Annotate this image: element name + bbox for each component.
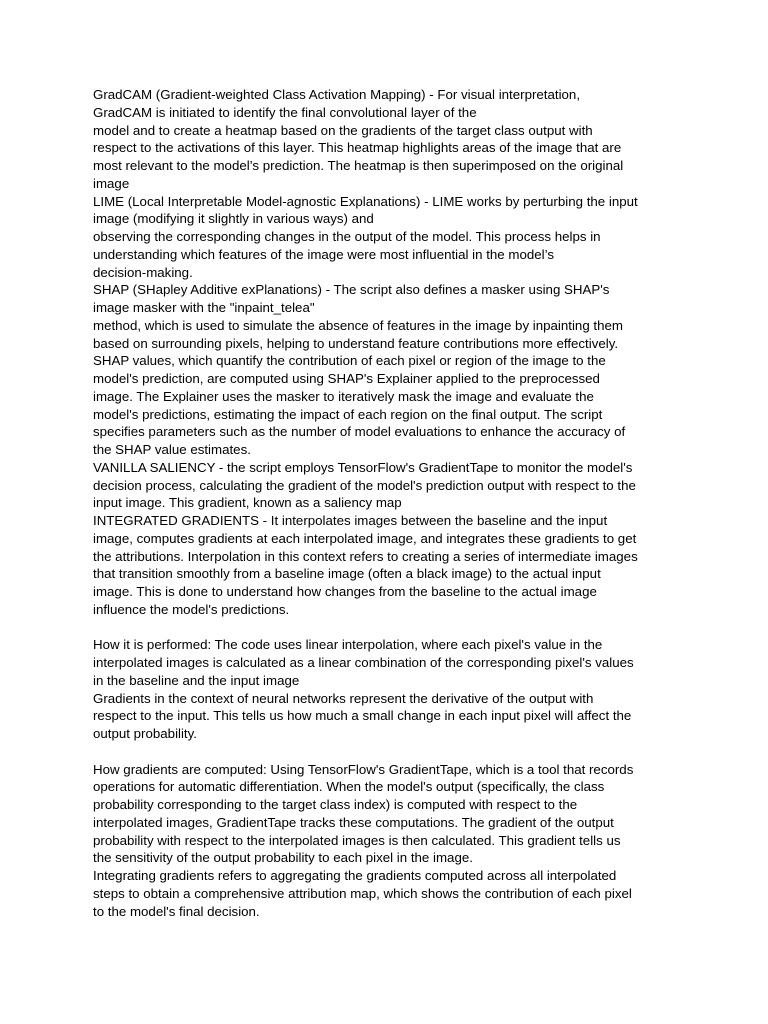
document-body <box>93 86 680 920</box>
text-line: output probability. <box>93 726 197 741</box>
text-line: LIME (Local Interpretable Model-agnostic Explanations) - LIME works by perturbing the input <box>93 193 638 209</box>
text-line: image. The Explainer uses the masker to iteratively mask the image and evaluate the <box>93 388 594 404</box>
text-line: decision-making. <box>93 264 193 280</box>
text-line: that transition smoothly from a baseline image (often a black image) to the actual input <box>93 566 601 582</box>
text-line: GradCAM is initiated to identify the final convolutional layer of the <box>93 104 477 120</box>
paragraph-gap <box>93 619 680 637</box>
text-line: influence the model's predictions. <box>93 601 290 617</box>
text-line: How it is performed: The code uses linear interpolation, where each pixel's value in the <box>93 637 603 653</box>
text-line: observing the corresponding changes in the output of the model. This process helps in <box>93 229 601 244</box>
text-line: in the baseline and the input image <box>93 672 300 688</box>
text-line: steps to obtain a comprehensive attribution map, which shows the contribution of each pixel <box>93 885 632 901</box>
text-line: image <box>93 175 130 191</box>
text-line: model's prediction, are computed using SHAP's Explainer applied to the preprocessed <box>93 371 600 386</box>
text-line: Gradients in the context of neural networks represent the derivative of the output with <box>93 690 594 706</box>
text-line: method, which is used to simulate the absence of features in the image by inpainting them <box>93 317 623 333</box>
text-line: Integrating gradients refers to aggregating the gradients computed across all interpolated <box>93 868 617 883</box>
text-line: probability corresponding to the target class index) is computed with respect to the <box>93 797 578 812</box>
text-line: INTEGRATED GRADIENTS - It interpolates images between the baseline and the input <box>93 513 608 528</box>
text-line: to the model's final decision. <box>93 903 260 919</box>
text-line: probability with respect to the interpolated images is then calculated. This gradient tells us <box>93 832 621 848</box>
text-line: model's predictions, estimating the impact of each region on the final output. The script <box>93 406 603 422</box>
text-line: specifies parameters such as the number of model evaluations to enhance the accuracy of <box>93 424 626 440</box>
text-line: operations for automatic differentiation. When the model's output (specifically, the class <box>93 779 605 795</box>
text-line: based on surrounding pixels, helping to understand feature contributions more effectively. <box>93 335 619 351</box>
text-line: respect to the input. This tells us how much a small change in each input pixel will affect the <box>93 708 632 724</box>
text-line: interpolated images is calculated as a linear combination of the corresponding pixel's values <box>93 655 634 670</box>
text-line: understanding which features of the image were most influential in the model’s <box>93 246 554 262</box>
text-line: SHAP values, which quantify the contribution of each pixel or region of the image to the <box>93 353 606 369</box>
text-line: most relevant to the model’s prediction. The heatmap is then superimposed on the original <box>93 158 624 173</box>
paragraph-gap <box>93 743 680 761</box>
text-line: How gradients are computed: Using TensorFlow's GradientTape, which is a tool that records <box>93 761 634 777</box>
text-line: the sensitivity of the output probability to each pixel in the image. <box>93 850 473 866</box>
text-line: GradCAM (Gradient-weighted Class Activation Mapping) - For visual interpretation, <box>93 87 581 102</box>
text-line: decision process, calculating the gradient of the model's prediction output with respect to the <box>93 477 636 493</box>
text-line: input image. This gradient, known as a saliency map <box>93 495 402 511</box>
text-line: image. This is done to understand how changes from the baseline to the actual image <box>93 584 597 599</box>
text-line: VANILLA SALIENCY - the script employs TensorFlow's GradientTape to monitor the model's <box>93 459 633 475</box>
text-line: respect to the activations of this layer. This heatmap highlights areas of the image that are <box>93 140 622 156</box>
text-line: image, computes gradients at each interpolated image, and integrates these gradients to get <box>93 530 637 546</box>
text-line: the attributions. Interpolation in this context refers to creating a series of intermediate images <box>93 548 638 564</box>
text-line: SHAP (SHapley Additive exPlanations) - The script also defines a masker using SHAP's <box>93 282 610 298</box>
text-line: interpolated images, GradientTape tracks these computations. The gradient of the output <box>93 814 614 830</box>
text-line: model and to create a heatmap based on the gradients of the target class output with <box>93 122 593 138</box>
text-line: the SHAP value estimates. <box>93 442 251 457</box>
text-line: image (modifying it slightly in various ways) and <box>93 211 374 227</box>
text-line: image masker with the "inpaint_telea" <box>93 300 315 315</box>
